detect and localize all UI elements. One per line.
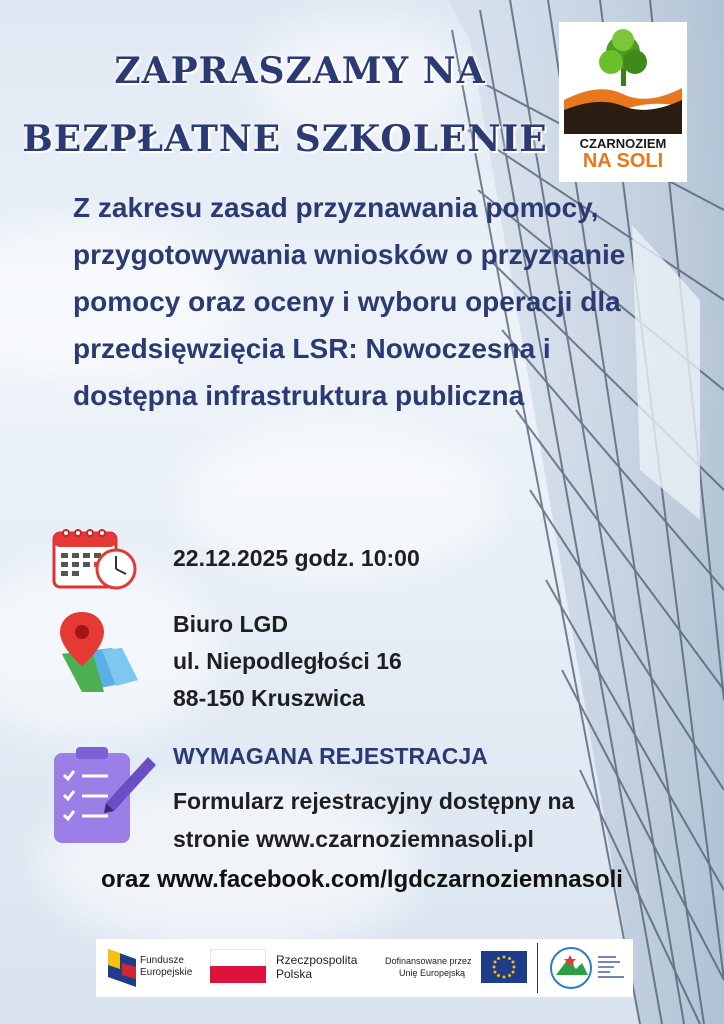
polish-flag-icon — [210, 949, 266, 983]
eu-line-2: Unię Europejską — [399, 968, 466, 978]
rp-line-1: Rzeczpospolita — [276, 953, 358, 967]
funds-line-2: Europejskie — [140, 967, 193, 978]
map-pin-icon — [52, 610, 140, 694]
registration-text — [173, 782, 574, 858]
divider — [537, 943, 538, 993]
rural-development-caption-icon — [598, 953, 628, 983]
funds-line-1: Fundusze — [140, 955, 184, 966]
facebook-link[interactable]: oraz www.facebook.com/lgdczarnoziemnasoli — [101, 866, 623, 893]
event-location — [173, 606, 402, 717]
european-funds-logo-icon — [108, 949, 136, 987]
location-line-3: 88-150 Kruszwica — [173, 685, 365, 711]
tree-logo-icon — [559, 22, 687, 134]
calendar-clock-icon — [52, 527, 138, 591]
title-line-2: BEZPŁATNE SZKOLENIE — [22, 118, 548, 160]
eu-flag-icon — [481, 951, 527, 983]
logo-text-na-soli: NA SOLI — [582, 150, 664, 172]
registration-heading: WYMAGANA REJESTRACJA — [173, 743, 488, 769]
clipboard-form-icon — [52, 745, 158, 845]
funding-logos-bar — [96, 939, 633, 997]
eu-line-1: Dofinansowane przez — [385, 956, 472, 966]
title-line-1: ZAPRASZAMY NA — [114, 50, 486, 92]
registration-line-2[interactable]: stronie www.czarnoziemnasoli.pl — [173, 826, 534, 852]
rural-development-logo-icon — [548, 945, 594, 991]
rp-line-2: Polska — [276, 967, 313, 981]
event-datetime: 22.12.2025 godz. 10:00 — [173, 545, 420, 571]
logo-text-czarnoziem: CZARNOZIEM — [579, 136, 667, 151]
lgd-logo — [559, 22, 687, 182]
location-line-2: ul. Niepodległości 16 — [173, 648, 402, 674]
training-description: Z zakresu zasad przyznawania pomocy, przygotowywania wniosków o przyznanie pomocy oraz oceny i wyboru operacji dla przedsięwzięcia LSR: Nowoczesna i dostępna infrastruktura publiczna — [73, 192, 626, 411]
registration-line-1: Formularz rejestracyjny dostępny na — [173, 788, 575, 814]
location-line-1: Biuro LGD — [173, 611, 288, 637]
